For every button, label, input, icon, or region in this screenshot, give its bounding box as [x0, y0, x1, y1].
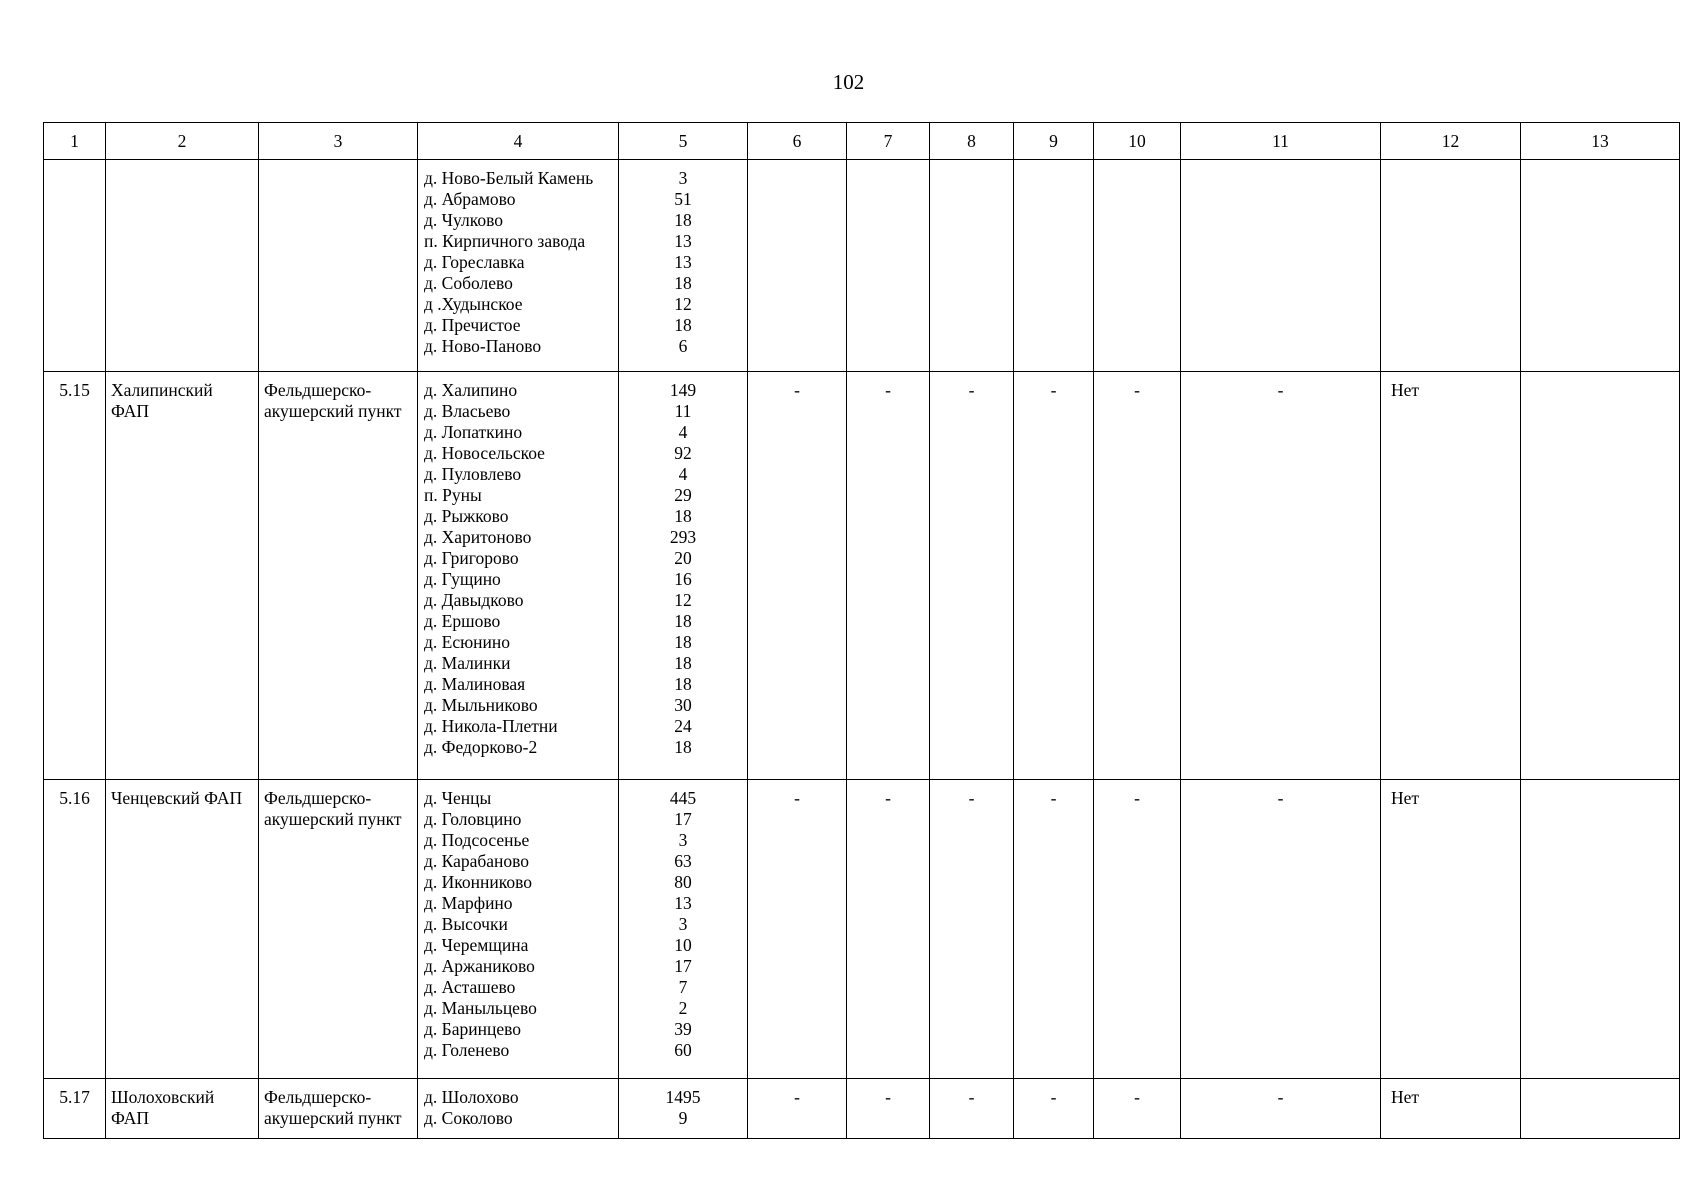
population-value: 13 [674, 893, 692, 913]
column-header-3: 3 [259, 123, 418, 160]
settlement-name: д. Ершово [424, 611, 501, 631]
settlement-name: д. Абрамово [424, 189, 516, 209]
row-number: 5.17 [44, 1079, 106, 1139]
settlement-name: д. Гущино [424, 569, 501, 589]
population-value: 60 [674, 1040, 692, 1060]
settlement-name: д. Малиновая [424, 674, 526, 694]
population-value: 4 [678, 422, 688, 442]
population-value: 3 [678, 914, 688, 934]
population-value: 17 [674, 956, 692, 976]
population-value: 7 [678, 977, 688, 997]
settlement-name: д. Аржаниково [424, 956, 535, 976]
col9-value [1014, 160, 1094, 372]
settlement-name: д. Марфино [424, 893, 513, 913]
population-cell [619, 1079, 748, 1139]
col10-value: - [1094, 1079, 1181, 1139]
col9-value: - [1014, 372, 1094, 780]
settlement-name: д. Власьево [424, 401, 511, 421]
population-value: 18 [674, 653, 692, 673]
col13-value [1521, 160, 1680, 372]
settlement-name: д. Карабаново [424, 851, 530, 871]
header-row [44, 123, 1680, 160]
facility-name: Шолоховский ФАП [106, 1079, 259, 1139]
population-value: 13 [674, 231, 692, 251]
facility-name: Халипинский ФАП [106, 372, 259, 780]
col7-value [847, 160, 930, 372]
population-value: 9 [678, 1108, 688, 1128]
col13-value [1521, 780, 1680, 1079]
col6-value [748, 160, 847, 372]
table-row [44, 372, 1680, 780]
population-value: 51 [674, 189, 692, 209]
settlement-name: д. Федорково-2 [424, 737, 538, 757]
col13-value [1521, 372, 1680, 780]
population-value: 18 [674, 506, 692, 526]
settlement-name: д. Шолохово [424, 1087, 519, 1107]
table-row [44, 1079, 1680, 1139]
column-header-5: 5 [619, 123, 748, 160]
population-value: 20 [674, 548, 692, 568]
col6-value: - [748, 1079, 847, 1139]
settlement-name: д. Баринцево [424, 1019, 521, 1039]
row-number [44, 160, 106, 372]
col11-value: - [1181, 372, 1381, 780]
population-value: 30 [674, 695, 692, 715]
column-header-12: 12 [1381, 123, 1521, 160]
col12-value [1381, 160, 1521, 372]
population-value: 18 [674, 315, 692, 335]
population-cell [619, 160, 748, 372]
settlement-name: д. Лопаткино [424, 422, 523, 442]
population-value: 16 [674, 569, 692, 589]
column-header-9: 9 [1014, 123, 1094, 160]
population-value: 6 [678, 336, 688, 356]
population-value: 149 [669, 380, 697, 400]
settlement-name: д. Мыльниково [424, 695, 538, 715]
population-value: 293 [669, 527, 697, 547]
col12-value: Нет [1381, 780, 1521, 1079]
population-value: 2 [678, 998, 688, 1018]
settlement-name: д. Высочки [424, 914, 508, 934]
col10-value: - [1094, 372, 1181, 780]
col12-value: Нет [1381, 1079, 1521, 1139]
settlement-name: д. Новосельское [424, 443, 545, 463]
population-value: 12 [674, 590, 692, 610]
population-value: 12 [674, 294, 692, 314]
population-value: 17 [674, 809, 692, 829]
settlement-name: д. Халипино [424, 380, 518, 400]
settlement-name: д .Худынское [424, 294, 523, 314]
col8-value [930, 160, 1014, 372]
population-value: 18 [674, 632, 692, 652]
col8-value: - [930, 1079, 1014, 1139]
settlement-name: д. Ново-Паново [424, 336, 542, 356]
column-header-13: 13 [1521, 123, 1680, 160]
population-value: 18 [674, 273, 692, 293]
col12-value: Нет [1381, 372, 1521, 780]
settlement-name: д. Никола-Плетни [424, 716, 558, 736]
column-header-6: 6 [748, 123, 847, 160]
population-value: 13 [674, 252, 692, 272]
population-value: 24 [674, 716, 692, 736]
settlement-name: д. Ченцы [424, 788, 492, 808]
col11-value: - [1181, 780, 1381, 1079]
table-row [44, 780, 1680, 1079]
col7-value: - [847, 1079, 930, 1139]
population-value: 4 [678, 464, 688, 484]
population-value: 29 [674, 485, 692, 505]
population-value: 10 [674, 935, 692, 955]
settlement-name: д. Харитоново [424, 527, 532, 547]
population-value: 18 [674, 737, 692, 757]
settlements-cell [418, 1079, 619, 1139]
settlement-name: д. Иконниково [424, 872, 533, 892]
population-cell [619, 780, 748, 1079]
col6-value: - [748, 372, 847, 780]
row-number: 5.15 [44, 372, 106, 780]
facility-type: Фельдшерско-акушерский пункт [259, 780, 418, 1079]
col11-value [1181, 160, 1381, 372]
settlement-name: д. Маныльцево [424, 998, 537, 1018]
col7-value: - [847, 780, 930, 1079]
column-header-1: 1 [44, 123, 106, 160]
facility-type [259, 160, 418, 372]
population-value: 18 [674, 674, 692, 694]
settlements-cell [418, 780, 619, 1079]
settlement-name: д. Черемщина [424, 935, 529, 955]
facility-name: Ченцевский ФАП [106, 780, 259, 1079]
col9-value: - [1014, 780, 1094, 1079]
settlement-name: д. Соболево [424, 273, 513, 293]
settlement-name: д. Соколово [424, 1108, 513, 1128]
settlement-name: д. Григорово [424, 548, 519, 568]
settlement-name: д. Пречистое [424, 315, 521, 335]
col8-value: - [930, 372, 1014, 780]
settlement-name: д. Головцино [424, 809, 522, 829]
settlement-name: д. Рыжково [424, 506, 509, 526]
col11-value: - [1181, 1079, 1381, 1139]
settlement-name: д. Голенево [424, 1040, 510, 1060]
settlement-name: д. Давыдково [424, 590, 524, 610]
settlement-name: д. Асташево [424, 977, 516, 997]
population-value: 18 [674, 210, 692, 230]
col6-value: - [748, 780, 847, 1079]
population-value: 92 [674, 443, 692, 463]
column-header-8: 8 [930, 123, 1014, 160]
column-header-10: 10 [1094, 123, 1181, 160]
population-value: 63 [674, 851, 692, 871]
population-value: 445 [669, 788, 697, 808]
column-header-4: 4 [418, 123, 619, 160]
population-value: 80 [674, 872, 692, 892]
population-value: 39 [674, 1019, 692, 1039]
settlement-name: д. Есюнино [424, 632, 511, 652]
population-value: 3 [678, 830, 688, 850]
col10-value [1094, 160, 1181, 372]
settlement-name: д. Малинки [424, 653, 511, 673]
row-number: 5.16 [44, 780, 106, 1079]
population-value: 1495 [665, 1087, 701, 1107]
settlements-cell [418, 160, 619, 372]
settlement-name: д. Ново-Белый Камень [424, 168, 594, 188]
col7-value: - [847, 372, 930, 780]
col9-value: - [1014, 1079, 1094, 1139]
col13-value [1521, 1079, 1680, 1139]
facilities-table [43, 122, 1680, 1139]
facility-type: Фельдшерско-акушерский пункт [259, 372, 418, 780]
column-header-2: 2 [106, 123, 259, 160]
settlement-name: д. Подсосенье [424, 830, 530, 850]
population-value: 11 [674, 401, 692, 421]
population-value: 3 [678, 168, 688, 188]
facility-type: Фельдшерско-акушерский пункт [259, 1079, 418, 1139]
settlement-name: д. Гореславка [424, 252, 525, 272]
settlements-cell [418, 372, 619, 780]
settlement-name: д. Пуловлево [424, 464, 522, 484]
population-value: 18 [674, 611, 692, 631]
table-row [44, 160, 1680, 372]
page-number: 102 [832, 70, 865, 94]
settlement-name: д. Чулково [424, 210, 503, 230]
col10-value: - [1094, 780, 1181, 1079]
settlement-name: п. Руны [424, 485, 482, 505]
population-cell [619, 372, 748, 780]
settlement-name: п. Кирпичного завода [424, 231, 586, 251]
column-header-7: 7 [847, 123, 930, 160]
facility-name [106, 160, 259, 372]
column-header-11: 11 [1181, 123, 1381, 160]
col8-value: - [930, 780, 1014, 1079]
